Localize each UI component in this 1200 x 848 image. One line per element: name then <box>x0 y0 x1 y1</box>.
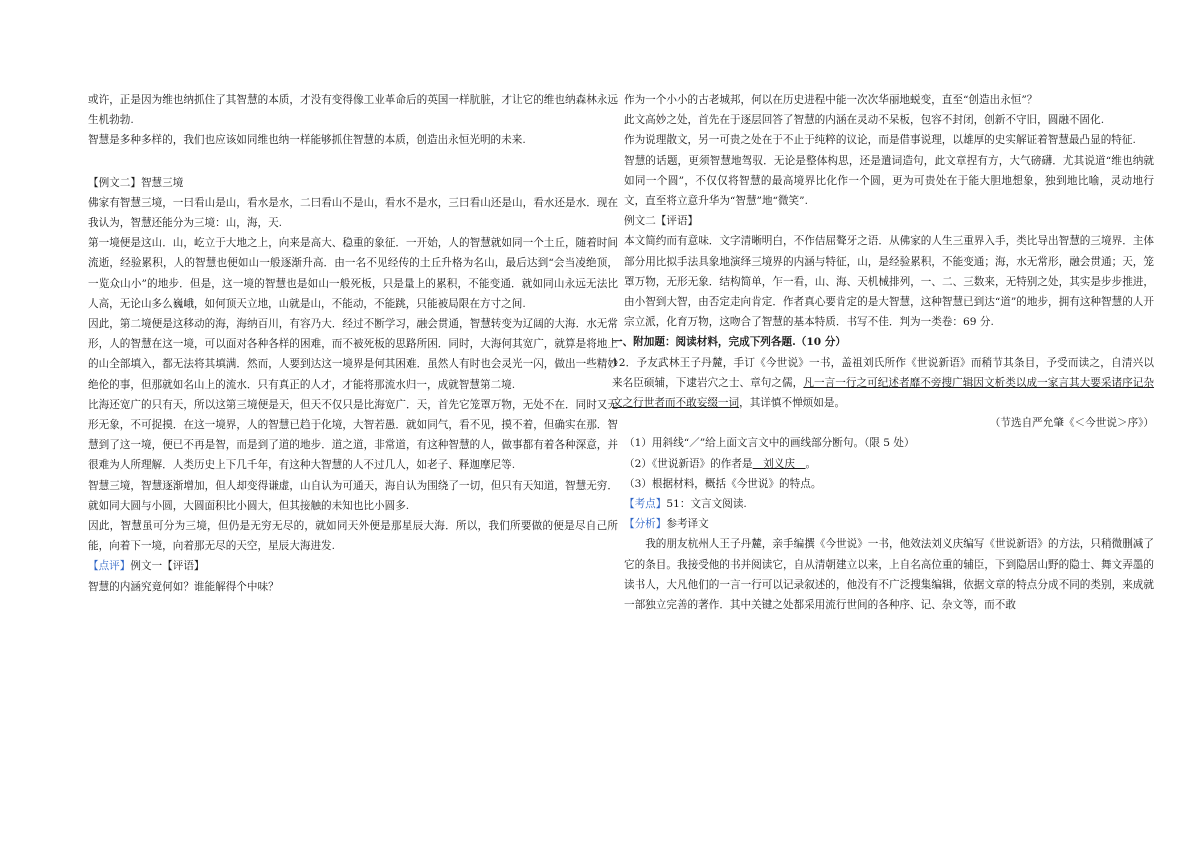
underlined-passage: 凡一言一行之可纪述者靡不旁搜广辑因文析类以成一家言其大要采诸序记杂文之行世者而不敢妄缀一词 <box>612 376 1155 410</box>
fenxi-tag: 【分析】 <box>624 518 667 531</box>
sub-question-1: （1）用斜线“／”给上面文言文中的画线部分断句。（限 5 处） <box>624 437 915 450</box>
passage-source: （节选自严允肇《＜今世说＞序》） <box>989 417 1154 430</box>
section-heading: 一、附加题：阅读材料，完成下列各题.（10 分） <box>612 336 846 349</box>
paragraph: 智慧的内涵究竟何如？谁能解得个中味？ <box>88 580 279 593</box>
sub-question-2-text: （2）《世说新语》的作者是 <box>624 457 753 470</box>
paragraph: 或许，正是因为维也纳抓住了其智慧的本质，才没有变得像工业革命后的英国一样肮脏，才让它的维也纳森林永远生机勃勃. <box>88 94 618 127</box>
passage-text: 12．予友武林王子丹麓，手订《今世说》一书，盖祖刘氏所作《世说新语》而稍节其条目，予受而读之，自清兴以来名臣硕辅，下逮岩穴之士、章句之儒， <box>612 356 1154 389</box>
sub-question-2 <box>624 454 1154 474</box>
kaodian-text: 51：文言文阅读. <box>666 498 747 511</box>
sub-question-2-end: 。 <box>805 457 817 470</box>
paragraph: 佛家有智慧三境，一曰看山是山，看水是水，二曰看山不是山，看水不是水，三曰看山还是山，看水还是水．现在我认为，智慧还能分为三境：山，海，天. <box>88 196 618 230</box>
kaodian-tag: 【考点】 <box>624 498 667 511</box>
answer-blank: 刘义庆 <box>752 457 806 470</box>
paragraph: 例文二【评语】 <box>624 215 699 228</box>
paragraph: 此文高妙之处，首先在于逐层回答了智慧的内涵在灵动不呆板，包容不封闭，创新不守旧，圆融不固化. <box>624 114 1105 127</box>
question-12-passage <box>612 353 1154 414</box>
passage-text-end: ，其详慎不惮烦如是。 <box>739 397 846 410</box>
paragraph: 作为说理散文，另一可贵之处在于不止于纯粹的议论，而是借事说理，以雄厚的史实解证着智慧最凸显的特征. <box>624 134 1136 147</box>
sub-question-3: （3）根据材料，概括《今世说》的特点。 <box>624 477 822 490</box>
paragraph: 比海还宽广的只有天，所以这第三境便是天，但天不仅只是比海宽广．天，首先它笼罩万物，无处不在．同时又无形无象，不可捉摸．在这一境界，人的智慧已趋于化境，大智若愚．就如同气，看不见，摸不着，但确实在那．智慧到了这一境，便已不再是智，而是到了道的地步．道之道，非常道，有这种智慧的人，做事都有着各种深意，并很难为人所理解．人类历史上下几千年，有这种大智慧的人不过几人，如老子、释迦摩尼等. <box>88 398 618 472</box>
paragraph: 因此，第二境便是这移动的海，海纳百川，有容乃大．经过不断学习，融会贯通，智慧转变为辽阔的大海．水无常形，人的智慧在这一境，可以面对各种各样的困难，而不被死板的思路所困．同时，大海何其宽广，就算是将地上的山全部填入，都无法将其填满．然而，人要到达这一境界是何其困难．虽然人有时也会灵光一闪，做出一些精妙绝伦的事，但那就如名山上的流水．只有真正的人才，才能将那流水归一，成就智慧第二境. <box>88 318 618 391</box>
paragraph: 因此，智慧虽可分为三境，但仍是无穷无尽的，就如同天外便是那星辰大海．所以，我们所要做的便是尽自己所能，向着下一境，向着那无尽的天空，星辰大海进发. <box>88 520 618 553</box>
fenxi-line <box>624 514 1154 534</box>
kaodian-line <box>624 494 1154 514</box>
left-column <box>88 90 618 597</box>
paragraph: 第一境便是这山．山，屹立于大地之上，向来是高大、稳重的象征．一开始，人的智慧就如同一个土丘，随着时间流逝，经验累积，人的智慧也便如山一般逐渐升高．由一名不见经传的土丘升格为名山，最后达到“会当凌绝顶，一览众山小”的地步．但是，这一境的智慧也是如山一般死板，只是量上的累积，不能变通．就如同山永远无法比人高，无论山多么巍峨，如何顶天立地，山就是山，不能动，不能跳，只能被局限在方寸之间. <box>88 237 618 310</box>
spacer <box>88 151 618 173</box>
paragraph: 作为一个小小的古老城邦，何以在历史进程中能一次次华丽地蜕变，直至“创造出永恒”？ <box>624 94 1038 106</box>
paragraph: 智慧三境，智慧逐渐增加，但人却变得谦虚，山自认为可通天，海自认为围绕了一切，但只有天知道，智慧无穷．就如同大圆与小圆，大圆面积比小圆大，但其接触的未知也比小圆多. <box>88 479 618 512</box>
comment-tag: 【点评】 <box>88 560 131 573</box>
comment-heading <box>88 556 618 576</box>
paragraph: 智慧的话题，更须智慧地驾驭．无论是整体构思，还是遣词造句，此文章捏有方，大气磅礴．尤其说道“维也纳就如同一个圆”，不仅仅将智慧的最高境界比化作一个圆，更为可贵处在于能大胆地想象，独到地比喻，灵动地行文，直至将立意升华为“智慧”地“微笑”. <box>624 154 1154 208</box>
right-column <box>612 90 1155 615</box>
translation-paragraph: 我的朋友杭州人王子丹麓，亲手编撰《今世说》一书，他效法刘义庆编写《世说新语》的方法，只稍微删减了它的条目。我接受他的书并阅读它，自从清朝建立以来，上自名高位重的辅臣，下到隐居山野的隐士、舞文弄墨的读书人，大凡他们的一言一行可以记录叙述的，他没有不广泛搜集编辑，依据文章的特点分成不同的类别，来成就一部独立完善的著作．其中关键之处都采用流行世间的各种序、记、杂文等，而不敢 <box>624 538 1154 612</box>
example-two-title: 【例文二】智慧三境 <box>88 176 184 189</box>
paragraph: 本文简约而有意味．文字清晰明白，不作佶屈聱牙之语．从佛家的人生三重界入手，类比导出智慧的三境界．主体部分用比拟手法具象地演绎三境界的内涵与特征，山，是经验累积，不能变通；海，水无常形，融会贯通；天，笼罩万物，无形无象．结构简单，乍一看，山、海、天机械排列，一、二、三数来，无特别之处，其实是步步推进，由小智到大智，由否定走向肯定．作者真心要肯定的是大智慧，这种智慧已到达“道”的地步，拥有这种智慧的人开宗立派，化育万物，这吻合了智慧的基本特质．书写不佳．判为一类卷：69 分. <box>624 235 1154 329</box>
comment-heading-text: 例文一【评语】 <box>130 560 205 573</box>
fenxi-text: 参考译文 <box>666 518 709 531</box>
paragraph: 智慧是多种多样的，我们也应该如同维也纳一样能够抓住智慧的本质，创造出永恒光明的未来. <box>88 134 526 147</box>
